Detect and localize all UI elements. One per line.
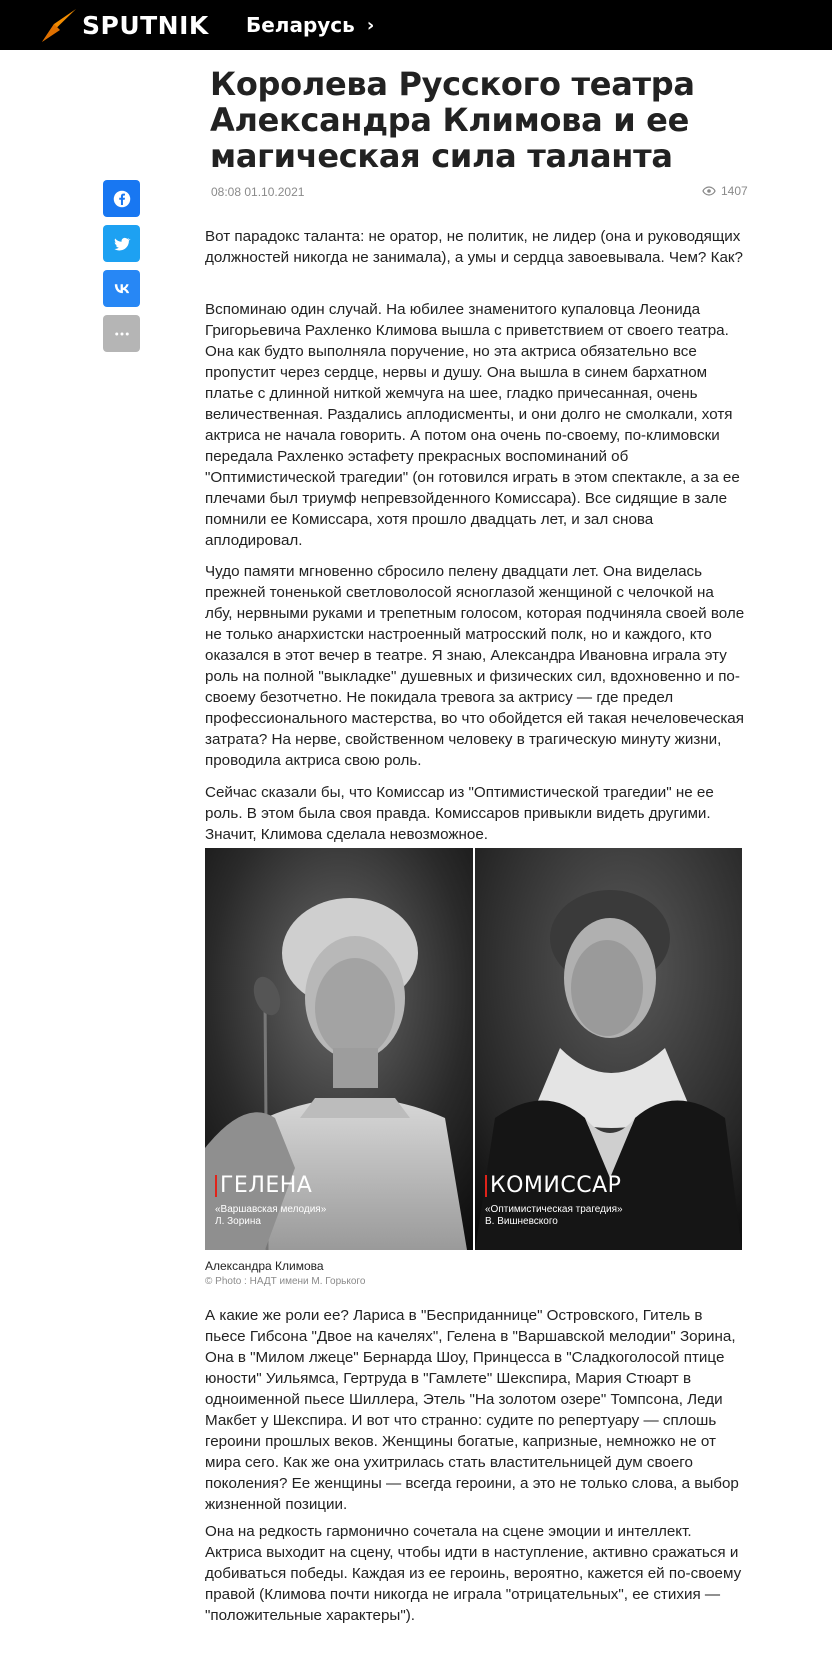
play-author: Л. Зорина — [215, 1216, 261, 1227]
more-icon — [113, 325, 131, 343]
share-vk-button[interactable] — [103, 270, 140, 307]
red-accent-bar — [215, 1175, 217, 1197]
play-title: «Варшавская мелодия» — [215, 1204, 327, 1215]
article-paragraph: Чудо памяти мгновенно сбросило пелену двадцати лет. Она виделась прежней тоненькой светловолосой ясноглазой женщиной с челочкой на лбу, нервными руками и трепетным голосом, которая подчиняла своей воле не только анархистски настроенный матросский полк, но и каждого, кто оказался в этот вечер в театре. Я знаю, Александра Ивановна играла эту роль на полной "выкладке" душевных и физических сил, вдохновенно и по-своему безотчетно. Не покидала тревога за актрису — где предел профессионального мастерства, во что обойдется ей такая нечеловеческая затрата? На нерве, свойственном человеку в трагическую минуту жизни, проводила актриса свою роль. — [205, 563, 745, 769]
eye-icon — [702, 186, 716, 196]
article-paragraph: Вспоминаю один случай. На юбилее знаменитого купаловца Леонида Григорьевича Рахленко Климова вышла с приветствием от своего театра. Она как будто выполняла поручение, но эта актриса обязательно все пропустит через сердце, нервы и душу. Она вышла в синем бархатном платье с длинной ниткой жемчуга на шее, гладко причесанная, очень величественная. Раздались аплодисменты, и они долго не смолкали, хотя актриса не начала говорить. А потом она очень по-своему, по-климовски передала Рахленко эстафету прекрасных воспоминаний об "Оптимистической трагедии" (он готовился играть в этом спектакле, а за ее плечами был триумф непревзойденного Комиссара). Все сидящие в зале помнили ее Комиссара, хотя прошло двадцать лет, и зал снова аплодировал. — [205, 301, 740, 549]
photo-credit: © Photo : НАДТ имени М. Горького — [205, 1276, 366, 1287]
share-facebook-button[interactable] — [103, 180, 140, 217]
article-paragraph: Вот парадокс таланта: не оратор, не политик, не лидер (она и руководящих должностей никогда не занимала), а умы и сердца завоевывала. Чем? Как? — [205, 228, 743, 266]
facebook-icon — [113, 190, 131, 208]
role-name: КОМИССАР — [490, 1173, 622, 1198]
region-label: Беларусь — [246, 13, 355, 37]
top-navigation-bar — [0, 0, 832, 50]
chevron-right-icon: › — [366, 14, 375, 36]
sputnik-logo[interactable] — [40, 6, 209, 44]
view-counter — [702, 184, 748, 198]
panel-caption — [215, 1173, 326, 1228]
photo-panel-gelena — [205, 848, 473, 1250]
photo-caption: Александра Климова — [205, 1259, 324, 1273]
article-paragraph: Сейчас сказали бы, что Комиссар из "Оптимистической трагедии" не ее роль. В этом была своя правда. Комиссаров привыкли видеть другими. Значит, Климова сделала невозможное. — [205, 784, 714, 843]
region-selector[interactable] — [246, 13, 374, 37]
article-paragraph: А какие же роли ее? Лариса в "Бесприданнице" Островского, Гитель в пьесе Гибсона "Двое на качелях", Гелена в "Варшавской мелодии" Зорина, Она в "Милом лжеце" Бернарда Шоу, Принцесса в "Сладкоголосой птице юности" Уильямса, Гертруда в "Гамлете" Шекспира, Мария Стюарт в одноименной пьесе Шиллера, Этель "На золотом озере" Томпсона, Леди Макбет у Шекспира. И вот что странно: судите по репертуару — сплошь героини прошлых веков. Женщины богатые, капризные, немножко не от мира сего. Как же она ухитрилась стать властительницей дум своего поколения? Ее женщины — всегда героини, а это не только слова, а выбор жизненной позиции. — [205, 1307, 739, 1513]
publish-datetime: 08:08 01.10.2021 — [211, 185, 305, 199]
article-title: Королева Русского театра Александра Климова и ее магическая сила таланта — [210, 65, 695, 175]
play-title: «Оптимистическая трагедия» — [485, 1204, 623, 1215]
red-accent-bar — [485, 1175, 487, 1197]
sputnik-logo-icon — [40, 6, 78, 44]
share-twitter-button[interactable] — [103, 225, 140, 262]
twitter-icon — [113, 235, 131, 253]
view-count: 1407 — [721, 184, 748, 198]
play-author: В. Вишневского — [485, 1216, 558, 1227]
article-paragraph: Она на редкость гармонично сочетала на сцене эмоции и интеллект. Актриса выходит на сцену, чтобы идти в наступление, активно сражаться и добиваться победы. Каждая из ее героинь, вероятно, кажется ей по-своему правой (Климова почти никогда не играла "отрицательных", ее стихия — "положительные характеры"). — [205, 1523, 742, 1624]
logo-text: SPUTNIK — [82, 10, 209, 40]
photo-panel-komissar — [475, 848, 742, 1250]
share-more-button[interactable] — [103, 315, 140, 352]
article-photo[interactable] — [205, 848, 742, 1250]
vk-icon — [113, 280, 131, 298]
panel-caption — [485, 1173, 623, 1228]
role-name: ГЕЛЕНА — [220, 1173, 313, 1198]
